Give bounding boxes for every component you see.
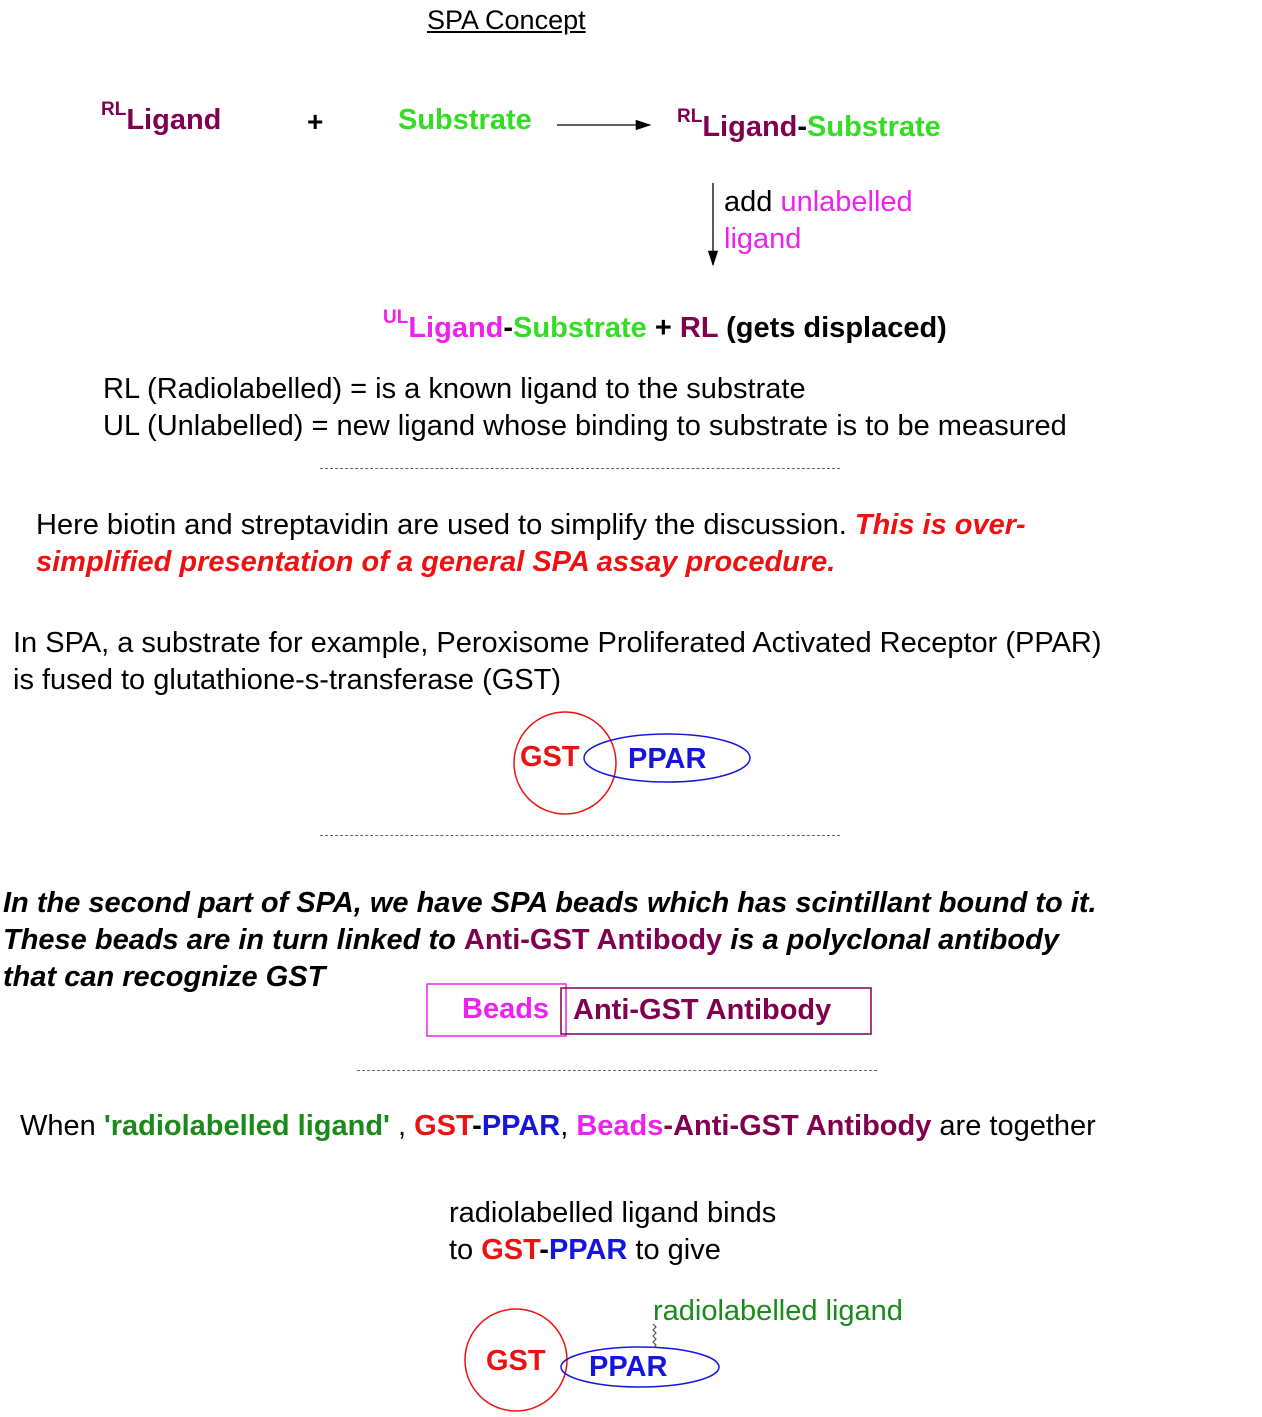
together-beads: Beads	[576, 1110, 664, 1142]
together-comma-1: ,	[389, 1110, 415, 1142]
add-word: add	[724, 186, 781, 218]
second-part-text-b: is a polyclonal antibody	[722, 924, 1059, 956]
ul-superscript: UL	[383, 307, 409, 328]
together-ppar: PPAR	[481, 1110, 561, 1142]
rl-displaced: RL	[679, 312, 719, 344]
unlabelled-word: unlabelled	[780, 186, 913, 218]
together-dash-1: -	[472, 1110, 482, 1142]
together-rl: 'radiolabelled ligand'	[103, 1110, 390, 1142]
together-gst: GST	[414, 1110, 473, 1142]
second-part-line-3: that can recognize GST	[3, 961, 326, 993]
binds-gst: GST	[481, 1234, 540, 1266]
rl-superscript: RL	[101, 99, 127, 120]
spa-intro-line-1: In SPA, a substrate for example, Peroxisome Proliferated Activated Receptor (PPAR)	[13, 627, 1102, 659]
binds-line-1: radiolabelled ligand binds	[449, 1197, 777, 1229]
ligand-label: Ligand	[126, 104, 222, 136]
product-substrate: Substrate	[807, 111, 941, 143]
together-rest: are together	[931, 1110, 1096, 1142]
definition-ul: UL (Unlabelled) = new ligand whose binding to substrate is to be measured	[103, 410, 1067, 442]
complex-ligand-label: radiolabelled ligand	[653, 1295, 903, 1327]
beads-label: Beads	[462, 993, 550, 1025]
ul-dash: -	[503, 312, 514, 344]
product-ligand: Ligand	[702, 111, 798, 143]
plus-sign: +	[307, 106, 324, 137]
product-rl-superscript: RL	[677, 106, 703, 127]
note-emphasis-1: This is over-	[854, 509, 1026, 541]
ul-ligand: Ligand	[408, 312, 504, 344]
antibody-label: Anti-GST Antibody	[573, 994, 832, 1026]
note-plain: Here biotin and streptavidin are used to simplify the discussion.	[36, 509, 855, 541]
diagram-title: SPA Concept	[427, 5, 586, 35]
definition-rl: RL (Radiolabelled) = is a known ligand to the substrate	[103, 373, 806, 405]
gets-displaced: (gets displaced)	[718, 312, 947, 344]
together-comma-2: ,	[560, 1110, 577, 1142]
substrate-label: Substrate	[398, 104, 532, 136]
complex-ppar-label: PPAR	[589, 1351, 668, 1383]
note-line-2: simplified presentation of a general SPA assay procedure.	[36, 546, 836, 578]
spa-intro-line-2: is fused to glutathione-s-transferase (GST)	[13, 664, 562, 696]
product-dash: -	[797, 111, 808, 143]
second-part-line-1: In the second part of SPA, we have SPA beads which has scintillant bound to it.	[3, 887, 1097, 919]
binds-give: to give	[627, 1234, 721, 1266]
together-when: When	[20, 1110, 104, 1142]
together-dash-2: -	[663, 1110, 674, 1142]
together-antibody: Anti-GST Antibody	[673, 1110, 932, 1142]
second-part-antibody: Anti-GST Antibody	[463, 924, 723, 956]
binds-ppar: PPAR	[548, 1234, 628, 1266]
plus2: +	[646, 312, 680, 344]
binds-to: to	[449, 1234, 482, 1266]
second-part-text-a: These beads are in turn linked to	[3, 924, 464, 956]
fusion-gst-label: GST	[520, 741, 580, 773]
ul-substrate: Substrate	[513, 312, 647, 344]
binds-dash: -	[539, 1234, 549, 1266]
ligand-word: ligand	[724, 223, 802, 255]
fusion-ppar-label: PPAR	[628, 743, 707, 775]
complex-gst-label: GST	[486, 1345, 546, 1377]
